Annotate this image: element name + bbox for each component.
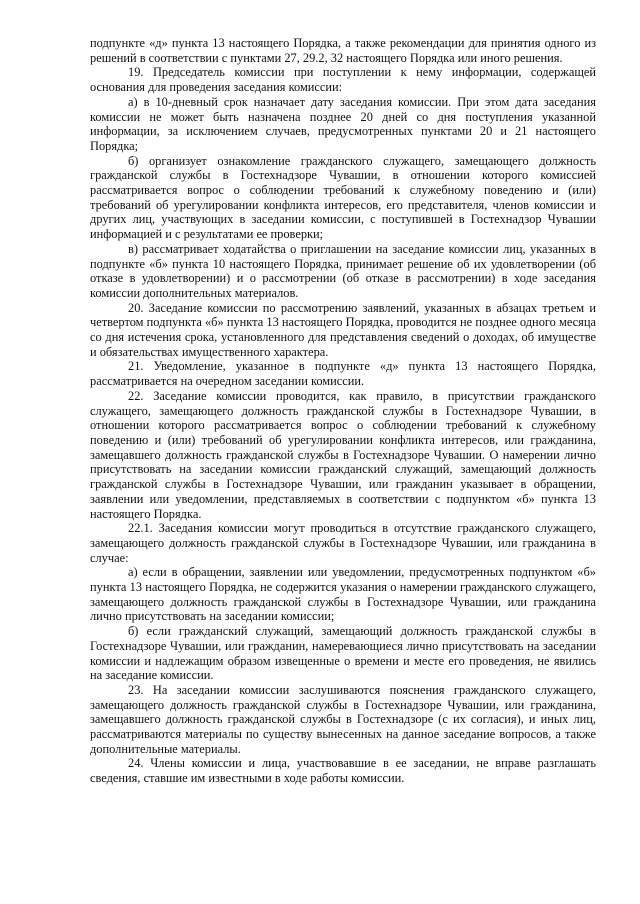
paragraph-24: 24. Члены комиссии и лица, участвовавшие в ее заседании, не вправе разглашать сведения, ставшие им известными в ходе работы комиссии. xyxy=(90,756,596,786)
paragraph-21: 21. Уведомление, указанное в подпункте «д» пункта 13 настоящего Порядка, рассматривается на очередном заседании комиссии. xyxy=(90,359,596,389)
paragraph-20: 20. Заседание комиссии по рассмотрению заявлений, указанных в абзацах третьем и четвертом подпункта «б» пункта 13 настоящего Порядка, проводится не позднее одного месяца со дня истечения срока, установленного для представления сведений о доходах, об имуществе и обязательствах имущественного характера. xyxy=(90,300,596,359)
paragraph-19: 19. Председатель комиссии при поступлении к нему информации, содержащей основания для проведения заседания комиссии: xyxy=(90,65,596,95)
paragraph-22-1-b: б) если гражданский служащий, замещающий должность гражданской службы в Гостехнадзоре Чувашии, или гражданин, намеревающиеся лично присутствовать на заседании комиссии и надлежащим образом извещенные о времени и месте его проведения, не явились на заседание комиссии. xyxy=(90,624,596,683)
paragraph-22: 22. Заседание комиссии проводится, как правило, в присутствии гражданского служащего, замещающего должность гражданской службы в Гостехнадзоре Чувашии, в отношении которого рассматривается вопрос о соблюдении требований к служебному поведению и (или) требований об урегулировании конфликта интересов, или гражданина, замещавшего должность гражданской службы в Гостехнадзоре Чувашии. О намерении лично присутствовать на заседании комиссии гражданский служащий, замещающий должность гражданской службы в Гостехнадзоре Чувашии, или гражданин указывает в обращении, заявлении или уведомлении, представляемых в соответствии с подпунктом «б» пункта 13 настоящего Порядка. xyxy=(90,388,596,521)
paragraph-continuation: подпункте «д» пункта 13 настоящего Порядка, а также рекомендации для принятия одного из решений в соответствии с пунктами 27, 29.2, 32 настоящего Порядка или иного решения. xyxy=(90,36,596,65)
paragraph-22-1: 22.1. Заседания комиссии могут проводиться в отсутствие гражданского служащего, замещающего должность гражданской службы в Гостехнадзоре Чувашии, или гражданина в случае: xyxy=(90,521,596,565)
paragraph-23: 23. На заседании комиссии заслушиваются пояснения гражданского служащего, замещающего должность гражданской службы в Гостехнадзоре Чувашии, или гражданина, замещавшего должность гражданской службы в Гостехнадзоре (с их согласия), и иных лиц, рассматриваются материалы по существу вынесенных на данное заседание вопросов, а также дополнительные материалы. xyxy=(90,682,596,756)
paragraph-19-b: б) организует ознакомление гражданского служащего, замещающего должность гражданской службы в Гостехнадзоре Чувашии, в отношении которого комиссией рассматривается вопрос о соблюдении требований к служебному поведению и (или) требований об урегулировании конфликта интересов, его представителя, членов комиссии и других лиц, участвующих в заседании комиссии, с поступившей в Гостехнадзор Чувашии информацией и с результатами ее проверки; xyxy=(90,153,596,242)
paragraph-19-v: в) рассматривает ходатайства о приглашении на заседание комиссии лиц, указанных в подпункте «б» пункта 10 настоящего Порядка, принимает решение об их удовлетворении (об отказе в удовлетворении) и о рассмотрении (об отказе в рассмотрении) в ходе заседания комиссии дополнительных материалов. xyxy=(90,241,596,300)
paragraph-22-1-a: а) если в обращении, заявлении или уведомлении, предусмотренных подпунктом «б» пункта 13 настоящего Порядка, не содержится указания о намерении гражданского служащего, замещающего должность гражданской службы в Гостехнадзоре Чувашии, или гражданина лично присутствовать на заседании комиссии; xyxy=(90,565,596,624)
document-page xyxy=(90,36,596,786)
paragraph-19-a: а) в 10-дневный срок назначает дату заседания комиссии. При этом дата заседания комиссии не может быть назначена позднее 20 дней со дня поступления указанной информации, за исключением случаев, предусмотренных пунктами 20 и 21 настоящего Порядка; xyxy=(90,94,596,153)
